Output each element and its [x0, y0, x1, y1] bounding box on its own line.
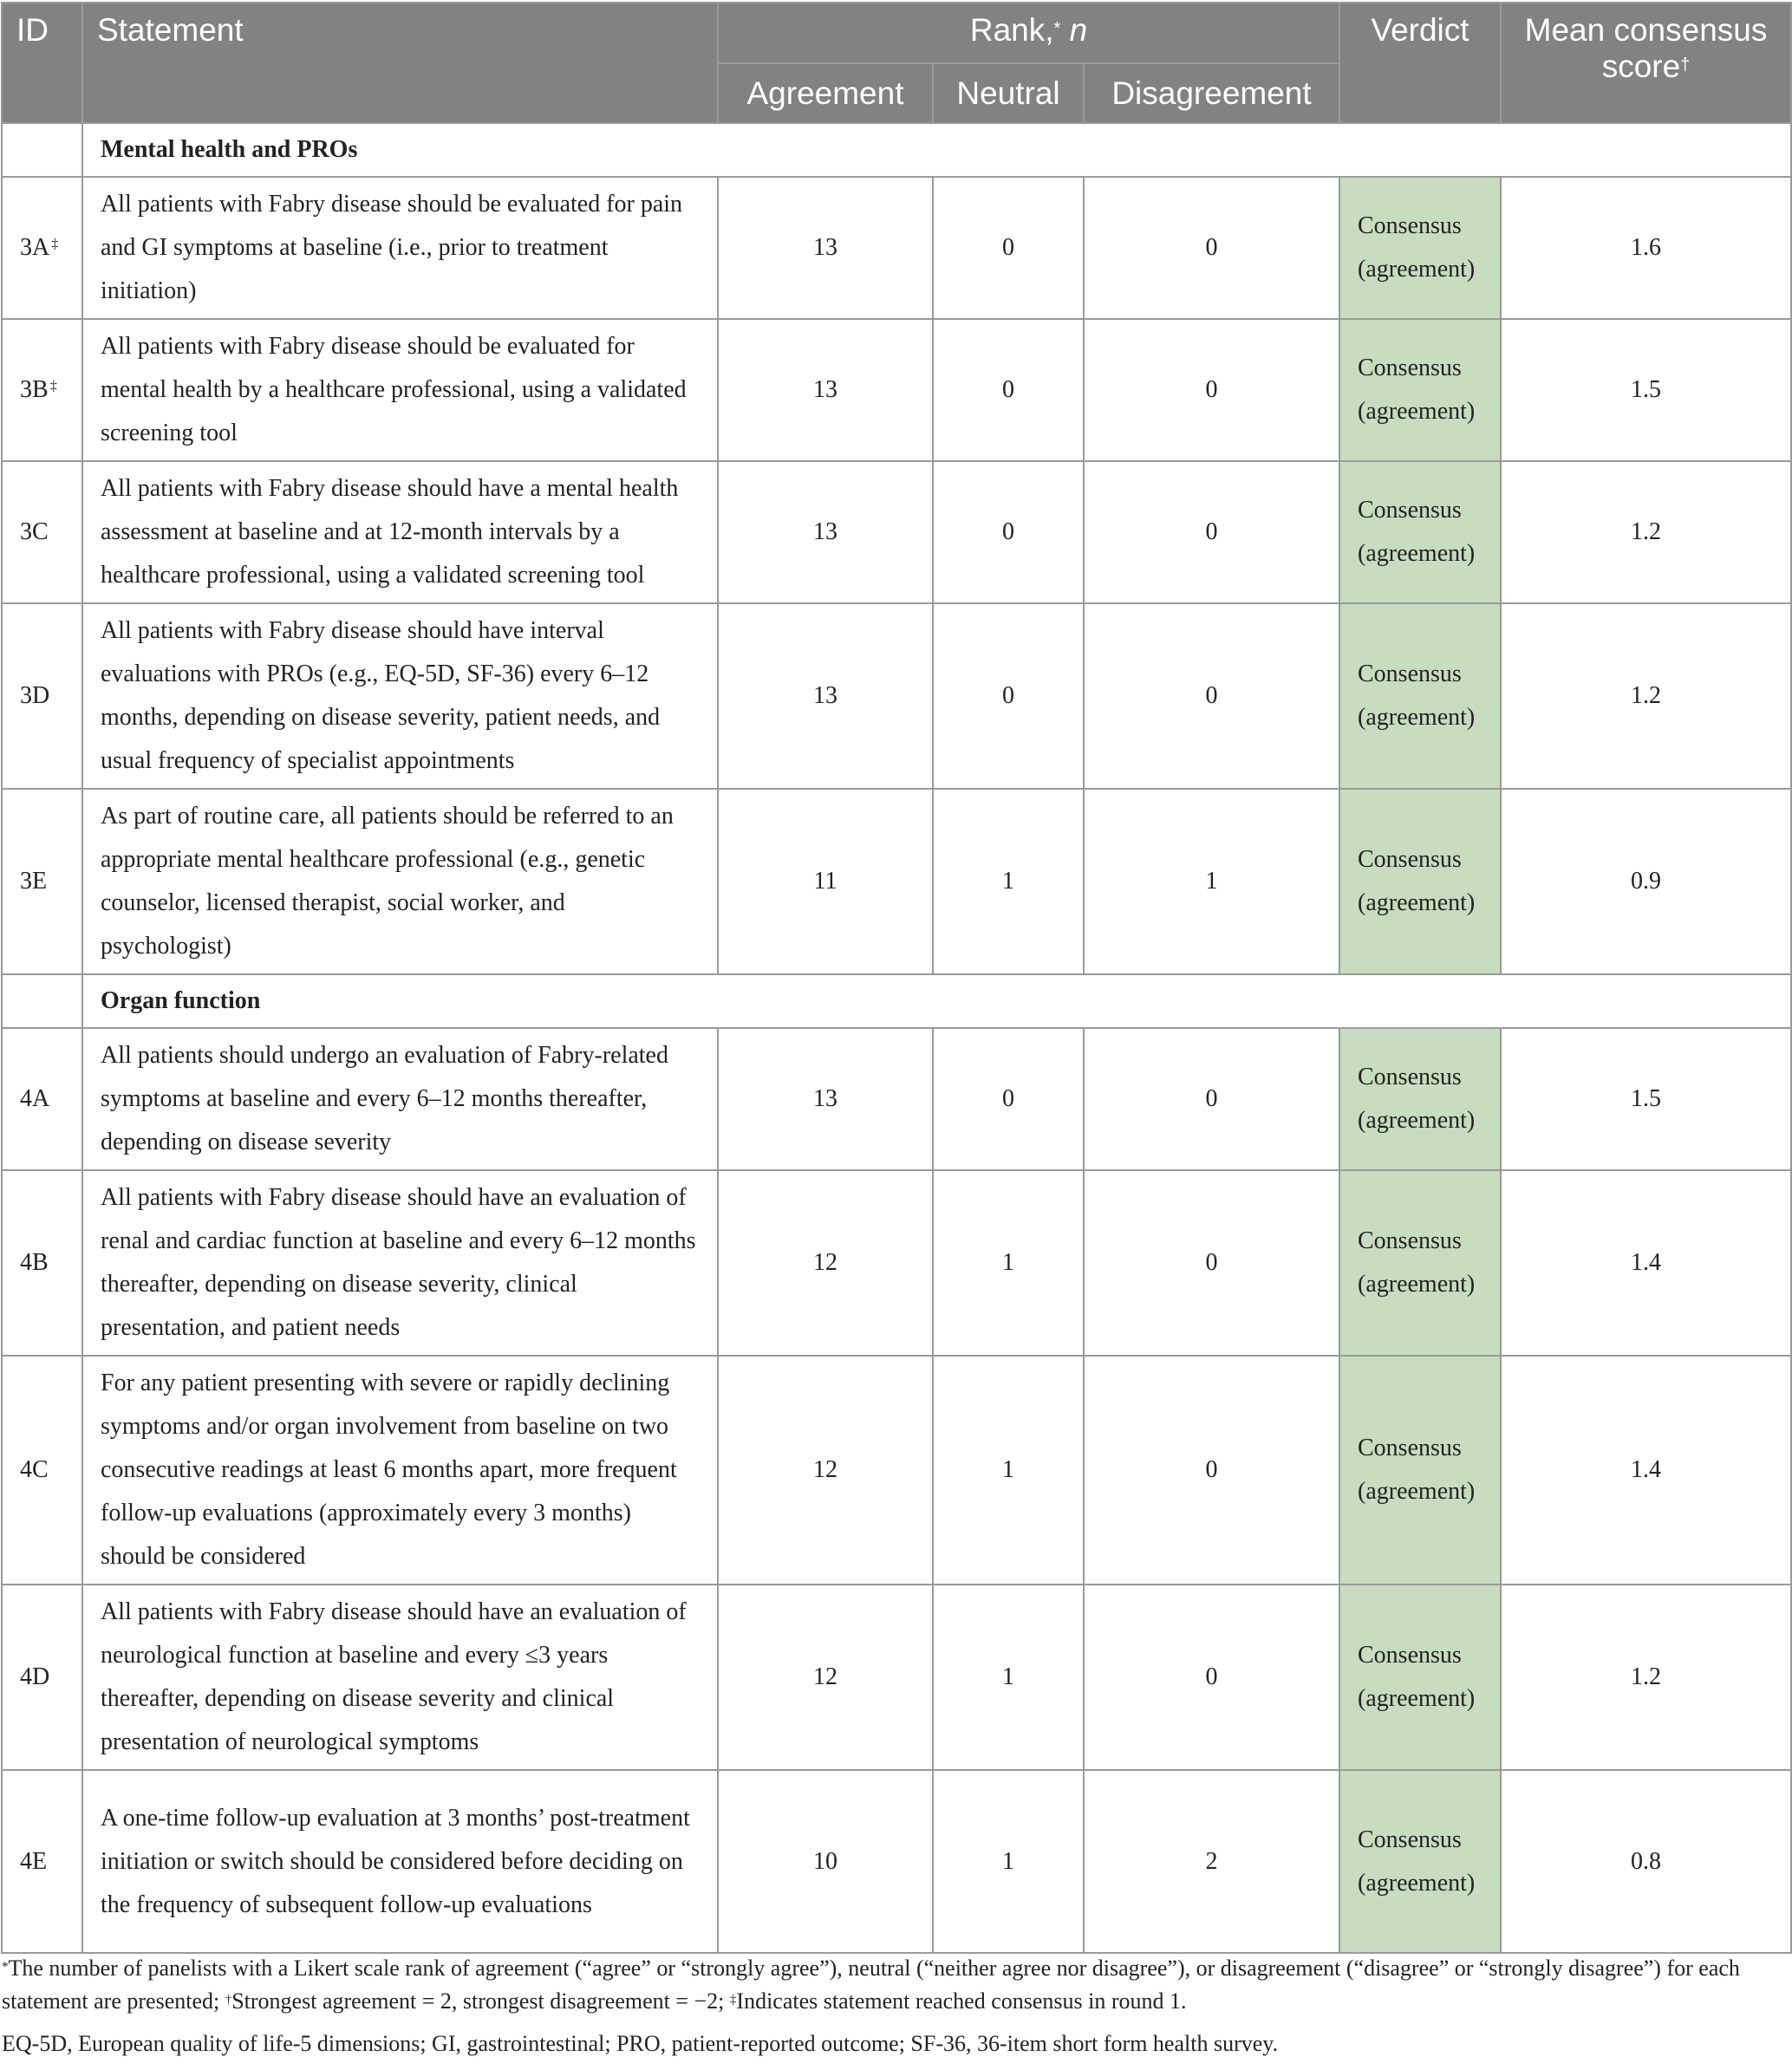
- disagreement-count: 0: [1084, 1356, 1339, 1585]
- section-spacer-cell: [2, 123, 82, 177]
- statement-text: All patients with Fabry disease should have an evaluation of neurological function at baseline and every ≤3 years thereafter, depending on disease severity and clinical presentation of neurological symptoms: [82, 1585, 718, 1770]
- round-one-marker: ‡: [51, 237, 59, 251]
- header-disagreement: Disagreement: [1084, 63, 1339, 123]
- disagreement-count: 0: [1084, 1585, 1339, 1770]
- neutral-count: 0: [933, 1028, 1084, 1170]
- mean-consensus-score: 0.9: [1501, 789, 1791, 974]
- footnote-abbreviations: EQ-5D, European quality of life-5 dimensions; GI, gastrointestinal; PRO, patient-reported outcome; SF-36, 36-item short form health survey.: [2, 2031, 1279, 2056]
- header-verdict: Verdict: [1339, 3, 1501, 123]
- statement-id: 4D: [2, 1585, 82, 1770]
- section-header-row: [2, 974, 1791, 1028]
- table-row: [2, 319, 1791, 461]
- statement-text: All patients with Fabry disease should have interval evaluations with PROs (e.g., EQ-5D, SF-36) every 6–12 months, depending on disease severity, patient needs, and usual frequency of specialist appointments: [82, 603, 718, 789]
- verdict-cell: Consensus (agreement): [1339, 1770, 1501, 1953]
- mean-consensus-score: 1.6: [1501, 177, 1791, 319]
- header-statement: Statement: [82, 3, 718, 123]
- verdict-cell: Consensus (agreement): [1339, 1585, 1501, 1770]
- verdict-cell: Consensus (agreement): [1339, 177, 1501, 319]
- section-spacer-cell: [2, 974, 82, 1028]
- statement-id: 4A: [2, 1028, 82, 1170]
- statement-text: All patients should undergo an evaluation of Fabry-related symptoms at baseline and every 6–12 months thereafter, depending on disease severity: [82, 1028, 718, 1170]
- mean-consensus-score: 1.4: [1501, 1356, 1791, 1585]
- neutral-count: 1: [933, 1770, 1084, 1953]
- header-rank: Rank,* n: [718, 3, 1339, 63]
- statement-id: 3C: [2, 461, 82, 603]
- mean-consensus-score: 1.5: [1501, 1028, 1791, 1170]
- disagreement-count: 1: [1084, 789, 1339, 974]
- agreement-count: 10: [718, 1770, 933, 1953]
- disagreement-count: 2: [1084, 1770, 1339, 1953]
- verdict-cell: Consensus (agreement): [1339, 1356, 1501, 1585]
- statement-id: 3D: [2, 603, 82, 789]
- table-row: [2, 603, 1791, 789]
- statement-text: For any patient presenting with severe or rapidly declining symptoms and/or organ involvement from baseline on two consecutive readings at least 6 months apart, more frequent follow-up evaluations (approximately every 3 months) should be considered: [82, 1356, 718, 1585]
- statement-text: All patients with Fabry disease should have a mental health assessment at baseline and at 12-month intervals by a healthcare professional, using a validated screening tool: [82, 461, 718, 603]
- agreement-count: 12: [718, 1170, 933, 1356]
- header-neutral: Neutral: [933, 63, 1084, 123]
- mean-consensus-score: 1.2: [1501, 461, 1791, 603]
- agreement-count: 11: [718, 789, 933, 974]
- table-row: [2, 461, 1791, 603]
- header-agreement: Agreement: [718, 63, 933, 123]
- table-header: [2, 3, 1791, 123]
- statement-id: 4B: [2, 1170, 82, 1356]
- statement-text: All patients with Fabry disease should have an evaluation of renal and cardiac function at baseline and every 6–12 months thereafter, depending on disease severity, clinical presentation, and patient needs: [82, 1170, 718, 1356]
- statement-id: 4E: [2, 1770, 82, 1953]
- agreement-count: 13: [718, 461, 933, 603]
- agreement-count: 13: [718, 177, 933, 319]
- agreement-count: 12: [718, 1585, 933, 1770]
- disagreement-count: 0: [1084, 461, 1339, 603]
- neutral-count: 1: [933, 1356, 1084, 1585]
- agreement-count: 13: [718, 319, 933, 461]
- consensus-table: [1, 2, 1792, 1954]
- disagreement-count: 0: [1084, 177, 1339, 319]
- neutral-count: 1: [933, 1170, 1084, 1356]
- section-title: Organ function: [82, 974, 1791, 1028]
- disagreement-count: 0: [1084, 319, 1339, 461]
- agreement-count: 13: [718, 1028, 933, 1170]
- section-title: Mental health and PROs: [82, 123, 1791, 177]
- table-row: [2, 1585, 1791, 1770]
- verdict-cell: Consensus (agreement): [1339, 1170, 1501, 1356]
- disagreement-count: 0: [1084, 1170, 1339, 1356]
- statement-id: 3A ‡: [2, 177, 82, 319]
- verdict-cell: Consensus (agreement): [1339, 1028, 1501, 1170]
- agreement-count: 12: [718, 1356, 933, 1585]
- header-mean-consensus-score: Mean consensus score†: [1501, 3, 1791, 123]
- verdict-cell: Consensus (agreement): [1339, 319, 1501, 461]
- neutral-count: 0: [933, 603, 1084, 789]
- statement-text: As part of routine care, all patients should be referred to an appropriate mental healthcare professional (e.g., genetic counselor, licensed therapist, social worker, and psychologist): [82, 789, 718, 974]
- verdict-cell: Consensus (agreement): [1339, 461, 1501, 603]
- mean-consensus-score: 1.5: [1501, 319, 1791, 461]
- mean-consensus-score: 0.8: [1501, 1770, 1791, 1953]
- neutral-count: 0: [933, 319, 1084, 461]
- verdict-cell: Consensus (agreement): [1339, 789, 1501, 974]
- statement-id: 3E: [2, 789, 82, 974]
- neutral-count: 0: [933, 461, 1084, 603]
- header-id: ID: [2, 3, 82, 123]
- table-row: [2, 1028, 1791, 1170]
- table-row: [2, 1770, 1791, 1953]
- table-row: [2, 1170, 1791, 1356]
- statement-text: A one-time follow-up evaluation at 3 months’ post-treatment initiation or switch should be considered before deciding on the frequency of subsequent follow-up evaluations: [82, 1770, 718, 1953]
- disagreement-count: 0: [1084, 603, 1339, 789]
- mean-consensus-score: 1.2: [1501, 603, 1791, 789]
- statement-text: All patients with Fabry disease should be evaluated for mental health by a healthcare professional, using a validated screening tool: [82, 319, 718, 461]
- mean-consensus-score: 1.2: [1501, 1585, 1791, 1770]
- table-row: [2, 789, 1791, 974]
- verdict-cell: Consensus (agreement): [1339, 603, 1501, 789]
- footnote-legend: *The number of panelists with a Likert scale rank of agreement (“agree” or “strongly agree”), neutral (“neither agree nor disagree”), or disagreement (“disagree” or “strongly disagree”) for each statement are presented; †Strongest agreement = 2, strongest disagreement = −2; ‡Indicates statement reached consensus in round 1.: [2, 1956, 1740, 2014]
- section-header-row: [2, 123, 1791, 177]
- neutral-count: 1: [933, 789, 1084, 974]
- neutral-count: 1: [933, 1585, 1084, 1770]
- table-row: [2, 1356, 1791, 1585]
- round-one-marker: ‡: [49, 379, 57, 394]
- disagreement-count: 0: [1084, 1028, 1339, 1170]
- statement-id: 4C: [2, 1356, 82, 1585]
- table-body: [2, 123, 1791, 1953]
- table-row: [2, 177, 1791, 319]
- neutral-count: 0: [933, 177, 1084, 319]
- mean-consensus-score: 1.4: [1501, 1170, 1791, 1356]
- statement-text: All patients with Fabry disease should be evaluated for pain and GI symptoms at baseline (i.e., prior to treatment initiation): [82, 177, 718, 319]
- statement-id: 3B ‡: [2, 319, 82, 461]
- agreement-count: 13: [718, 603, 933, 789]
